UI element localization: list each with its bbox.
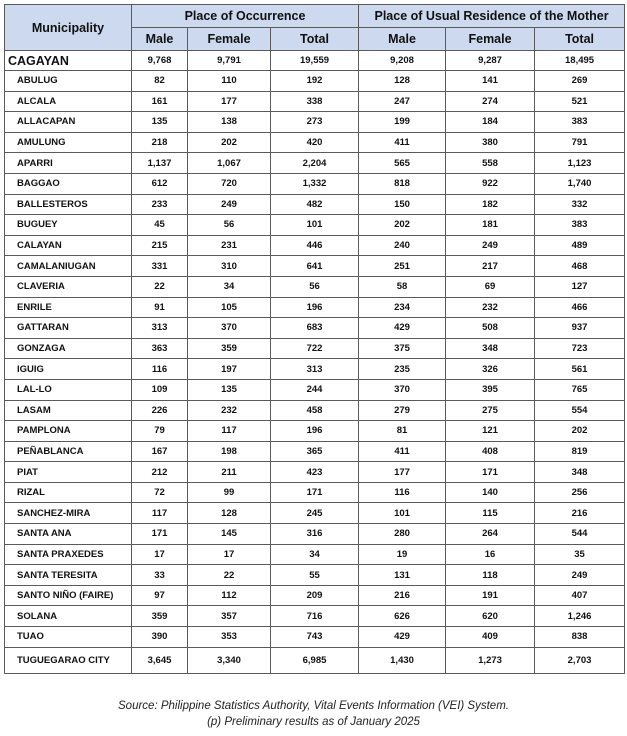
residence-total-cell: 1,740 bbox=[535, 173, 625, 194]
occurrence-total-cell: 743 bbox=[271, 627, 359, 648]
occurrence-male-cell: 612 bbox=[132, 173, 188, 194]
residence-female-cell: 408 bbox=[446, 441, 535, 462]
residence-total-cell: 383 bbox=[535, 215, 625, 236]
municipality-cell: SANCHEZ-MIRA bbox=[5, 503, 132, 524]
municipality-cell: ENRILE bbox=[5, 297, 132, 318]
occurrence-female-cell: 17 bbox=[188, 544, 271, 565]
occurrence-male-cell: 109 bbox=[132, 379, 188, 400]
residence-total-cell: 466 bbox=[535, 297, 625, 318]
residence-female-cell: 140 bbox=[446, 482, 535, 503]
municipality-cell: SANTA TERESITA bbox=[5, 565, 132, 586]
occurrence-male-cell: 97 bbox=[132, 585, 188, 606]
residence-total-cell: 2,703 bbox=[535, 647, 625, 673]
municipality-cell: SOLANA bbox=[5, 606, 132, 627]
municipality-cell: GATTARAN bbox=[5, 318, 132, 339]
occurrence-male-cell: 82 bbox=[132, 71, 188, 92]
table-row bbox=[5, 235, 625, 256]
births-table bbox=[4, 4, 625, 674]
residence-male-cell: 429 bbox=[359, 318, 446, 339]
occurrence-female-cell: 22 bbox=[188, 565, 271, 586]
occurrence-total-cell: 683 bbox=[271, 318, 359, 339]
occurrence-total-cell: 192 bbox=[271, 71, 359, 92]
occurrence-male-cell: 91 bbox=[132, 297, 188, 318]
table-row bbox=[5, 482, 625, 503]
table-row bbox=[5, 647, 625, 673]
residence-total-cell: 723 bbox=[535, 338, 625, 359]
occurrence-male-cell: 9,768 bbox=[132, 51, 188, 71]
residence-male-cell: 251 bbox=[359, 256, 446, 277]
occurrence-total-cell: 722 bbox=[271, 338, 359, 359]
municipality-cell: ABULUG bbox=[5, 71, 132, 92]
residence-male-cell: 411 bbox=[359, 441, 446, 462]
residence-female-cell: 348 bbox=[446, 338, 535, 359]
municipality-cell: CAMALANIUGAN bbox=[5, 256, 132, 277]
municipality-cell: SANTA PRAXEDES bbox=[5, 544, 132, 565]
table-row bbox=[5, 194, 625, 215]
municipality-cell: IGUIG bbox=[5, 359, 132, 380]
municipality-cell: CLAVERIA bbox=[5, 276, 132, 297]
occurrence-male-cell: 135 bbox=[132, 112, 188, 133]
residence-male-cell: 375 bbox=[359, 338, 446, 359]
residence-total-cell: 348 bbox=[535, 462, 625, 483]
occurrence-total-cell: 19,559 bbox=[271, 51, 359, 71]
occurrence-male-cell: 171 bbox=[132, 524, 188, 545]
occurrence-male-cell: 45 bbox=[132, 215, 188, 236]
occurrence-male-cell: 233 bbox=[132, 194, 188, 215]
residence-female-cell: 232 bbox=[446, 297, 535, 318]
occurrence-total-cell: 34 bbox=[271, 544, 359, 565]
residence-male-cell: 177 bbox=[359, 462, 446, 483]
residence-male-cell: 234 bbox=[359, 297, 446, 318]
occurrence-female-cell: 56 bbox=[188, 215, 271, 236]
occurrence-total-cell: 716 bbox=[271, 606, 359, 627]
occurrence-male-cell: 331 bbox=[132, 256, 188, 277]
occurrence-total-cell: 244 bbox=[271, 379, 359, 400]
occurrence-female-cell: 128 bbox=[188, 503, 271, 524]
source-line: Source: Philippine Statistics Authority, Vital Events Information (VEI) System. bbox=[118, 700, 509, 712]
residence-total-cell: 468 bbox=[535, 256, 625, 277]
residence-total-cell: 765 bbox=[535, 379, 625, 400]
residence-female-cell: 922 bbox=[446, 173, 535, 194]
occurrence-female-cell: 232 bbox=[188, 400, 271, 421]
occurrence-female-cell: 145 bbox=[188, 524, 271, 545]
residence-total-cell: 216 bbox=[535, 503, 625, 524]
residence-total-cell: 407 bbox=[535, 585, 625, 606]
occurrence-male-cell: 3,645 bbox=[132, 647, 188, 673]
residence-female-header: Female bbox=[446, 28, 535, 51]
occurrence-total-cell: 338 bbox=[271, 91, 359, 112]
residence-male-cell: 202 bbox=[359, 215, 446, 236]
occurrence-male-cell: 161 bbox=[132, 91, 188, 112]
residence-female-cell: 1,273 bbox=[446, 647, 535, 673]
residence-female-cell: 118 bbox=[446, 565, 535, 586]
occurrence-female-cell: 310 bbox=[188, 256, 271, 277]
table-row bbox=[5, 524, 625, 545]
occurrence-total-cell: 482 bbox=[271, 194, 359, 215]
province-total-row bbox=[5, 51, 625, 71]
municipality-header: Municipality bbox=[5, 5, 132, 51]
residence-total-header: Total bbox=[535, 28, 625, 51]
table-row bbox=[5, 462, 625, 483]
residence-female-cell: 115 bbox=[446, 503, 535, 524]
residence-total-cell: 256 bbox=[535, 482, 625, 503]
municipality-cell: TUAO bbox=[5, 627, 132, 648]
residence-female-cell: 620 bbox=[446, 606, 535, 627]
table-row bbox=[5, 359, 625, 380]
occurrence-total-cell: 273 bbox=[271, 112, 359, 133]
municipality-cell: GONZAGA bbox=[5, 338, 132, 359]
residence-male-cell: 247 bbox=[359, 91, 446, 112]
table-row bbox=[5, 565, 625, 586]
residence-female-cell: 184 bbox=[446, 112, 535, 133]
occurrence-total-cell: 101 bbox=[271, 215, 359, 236]
occurrence-total-cell: 196 bbox=[271, 421, 359, 442]
residence-female-cell: 217 bbox=[446, 256, 535, 277]
residence-total-cell: 937 bbox=[535, 318, 625, 339]
occurrence-female-header: Female bbox=[188, 28, 271, 51]
occurrence-male-cell: 390 bbox=[132, 627, 188, 648]
municipality-cell: LASAM bbox=[5, 400, 132, 421]
occurrence-total-cell: 245 bbox=[271, 503, 359, 524]
occurrence-female-cell: 9,791 bbox=[188, 51, 271, 71]
residence-total-cell: 791 bbox=[535, 132, 625, 153]
residence-female-cell: 274 bbox=[446, 91, 535, 112]
residence-male-cell: 216 bbox=[359, 585, 446, 606]
occurrence-female-cell: 112 bbox=[188, 585, 271, 606]
residence-male-cell: 411 bbox=[359, 132, 446, 153]
residence-female-cell: 409 bbox=[446, 627, 535, 648]
occurrence-total-cell: 423 bbox=[271, 462, 359, 483]
residence-male-cell: 150 bbox=[359, 194, 446, 215]
residence-female-cell: 264 bbox=[446, 524, 535, 545]
table-body bbox=[5, 51, 625, 674]
table-row bbox=[5, 400, 625, 421]
residence-female-cell: 141 bbox=[446, 71, 535, 92]
residence-male-cell: 81 bbox=[359, 421, 446, 442]
residence-total-cell: 269 bbox=[535, 71, 625, 92]
residence-male-cell: 818 bbox=[359, 173, 446, 194]
residence-female-cell: 69 bbox=[446, 276, 535, 297]
residence-total-cell: 18,495 bbox=[535, 51, 625, 71]
residence-male-cell: 19 bbox=[359, 544, 446, 565]
source-note bbox=[0, 698, 627, 730]
residence-male-cell: 240 bbox=[359, 235, 446, 256]
occurrence-female-cell: 198 bbox=[188, 441, 271, 462]
occurrence-female-cell: 1,067 bbox=[188, 153, 271, 174]
occurrence-total-cell: 209 bbox=[271, 585, 359, 606]
occurrence-female-cell: 177 bbox=[188, 91, 271, 112]
municipality-cell: AMULUNG bbox=[5, 132, 132, 153]
occurrence-male-cell: 1,137 bbox=[132, 153, 188, 174]
municipality-cell: SANTA ANA bbox=[5, 524, 132, 545]
residence-male-cell: 429 bbox=[359, 627, 446, 648]
municipality-cell: BUGUEY bbox=[5, 215, 132, 236]
residence-male-cell: 626 bbox=[359, 606, 446, 627]
occurrence-total-cell: 56 bbox=[271, 276, 359, 297]
municipality-cell: PEÑABLANCA bbox=[5, 441, 132, 462]
table-row bbox=[5, 112, 625, 133]
residence-total-cell: 127 bbox=[535, 276, 625, 297]
residence-total-cell: 838 bbox=[535, 627, 625, 648]
occurrence-male-cell: 215 bbox=[132, 235, 188, 256]
occurrence-female-cell: 3,340 bbox=[188, 647, 271, 673]
occurrence-female-cell: 370 bbox=[188, 318, 271, 339]
table-row bbox=[5, 544, 625, 565]
table-row bbox=[5, 276, 625, 297]
occurrence-female-cell: 99 bbox=[188, 482, 271, 503]
occurrence-female-cell: 197 bbox=[188, 359, 271, 380]
residence-total-cell: 819 bbox=[535, 441, 625, 462]
occurrence-female-cell: 34 bbox=[188, 276, 271, 297]
occurrence-male-cell: 116 bbox=[132, 359, 188, 380]
residence-total-cell: 35 bbox=[535, 544, 625, 565]
municipality-cell: APARRI bbox=[5, 153, 132, 174]
occurrence-male-cell: 72 bbox=[132, 482, 188, 503]
occurrence-female-cell: 211 bbox=[188, 462, 271, 483]
occurrence-female-cell: 135 bbox=[188, 379, 271, 400]
municipality-cell: CALAYAN bbox=[5, 235, 132, 256]
municipality-cell: PIAT bbox=[5, 462, 132, 483]
occurrence-male-cell: 359 bbox=[132, 606, 188, 627]
residence-total-cell: 521 bbox=[535, 91, 625, 112]
table-row bbox=[5, 338, 625, 359]
table-row bbox=[5, 585, 625, 606]
residence-male-cell: 1,430 bbox=[359, 647, 446, 673]
table-row bbox=[5, 318, 625, 339]
births-table-container bbox=[4, 4, 624, 674]
occurrence-female-cell: 105 bbox=[188, 297, 271, 318]
residence-male-cell: 199 bbox=[359, 112, 446, 133]
residence-female-cell: 171 bbox=[446, 462, 535, 483]
occurrence-male-cell: 313 bbox=[132, 318, 188, 339]
occurrence-total-cell: 6,985 bbox=[271, 647, 359, 673]
occurrence-total-cell: 458 bbox=[271, 400, 359, 421]
residence-header: Place of Usual Residence of the Mother bbox=[359, 5, 625, 28]
table-row bbox=[5, 215, 625, 236]
occurrence-female-cell: 202 bbox=[188, 132, 271, 153]
table-row bbox=[5, 503, 625, 524]
occurrence-male-cell: 22 bbox=[132, 276, 188, 297]
residence-total-cell: 544 bbox=[535, 524, 625, 545]
occurrence-female-cell: 353 bbox=[188, 627, 271, 648]
municipality-cell: BALLESTEROS bbox=[5, 194, 132, 215]
table-row bbox=[5, 421, 625, 442]
table-row bbox=[5, 256, 625, 277]
occurrence-male-cell: 226 bbox=[132, 400, 188, 421]
residence-female-cell: 16 bbox=[446, 544, 535, 565]
residence-male-cell: 280 bbox=[359, 524, 446, 545]
occurrence-female-cell: 357 bbox=[188, 606, 271, 627]
occurrence-female-cell: 249 bbox=[188, 194, 271, 215]
residence-male-cell: 58 bbox=[359, 276, 446, 297]
occurrence-total-cell: 171 bbox=[271, 482, 359, 503]
occurrence-female-cell: 110 bbox=[188, 71, 271, 92]
occurrence-female-cell: 359 bbox=[188, 338, 271, 359]
occurrence-female-cell: 231 bbox=[188, 235, 271, 256]
occurrence-female-cell: 720 bbox=[188, 173, 271, 194]
municipality-cell: RIZAL bbox=[5, 482, 132, 503]
residence-male-cell: 128 bbox=[359, 71, 446, 92]
residence-total-cell: 383 bbox=[535, 112, 625, 133]
table-row bbox=[5, 173, 625, 194]
occurrence-total-cell: 196 bbox=[271, 297, 359, 318]
occurrence-total-cell: 420 bbox=[271, 132, 359, 153]
occurrence-total-header: Total bbox=[271, 28, 359, 51]
municipality-cell: ALLACAPAN bbox=[5, 112, 132, 133]
municipality-cell: ALCALA bbox=[5, 91, 132, 112]
occurrence-header: Place of Occurrence bbox=[132, 5, 359, 28]
occurrence-male-cell: 167 bbox=[132, 441, 188, 462]
table-row bbox=[5, 132, 625, 153]
occurrence-male-cell: 218 bbox=[132, 132, 188, 153]
table-row bbox=[5, 627, 625, 648]
municipality-cell: TUGUEGARAO CITY bbox=[5, 647, 132, 673]
residence-total-cell: 1,123 bbox=[535, 153, 625, 174]
occurrence-total-cell: 55 bbox=[271, 565, 359, 586]
occurrence-male-cell: 17 bbox=[132, 544, 188, 565]
residence-male-cell: 279 bbox=[359, 400, 446, 421]
occurrence-male-cell: 363 bbox=[132, 338, 188, 359]
table-row bbox=[5, 297, 625, 318]
residence-female-cell: 558 bbox=[446, 153, 535, 174]
residence-female-cell: 191 bbox=[446, 585, 535, 606]
residence-male-cell: 235 bbox=[359, 359, 446, 380]
occurrence-male-cell: 212 bbox=[132, 462, 188, 483]
residence-female-cell: 9,287 bbox=[446, 51, 535, 71]
residence-female-cell: 380 bbox=[446, 132, 535, 153]
residence-total-cell: 561 bbox=[535, 359, 625, 380]
table-row bbox=[5, 379, 625, 400]
occurrence-total-cell: 316 bbox=[271, 524, 359, 545]
residence-total-cell: 332 bbox=[535, 194, 625, 215]
municipality-cell: LAL-LO bbox=[5, 379, 132, 400]
residence-female-cell: 121 bbox=[446, 421, 535, 442]
table-row bbox=[5, 441, 625, 462]
residence-female-cell: 326 bbox=[446, 359, 535, 380]
occurrence-total-cell: 313 bbox=[271, 359, 359, 380]
residence-female-cell: 508 bbox=[446, 318, 535, 339]
table-row bbox=[5, 91, 625, 112]
occurrence-total-cell: 1,332 bbox=[271, 173, 359, 194]
table-row bbox=[5, 153, 625, 174]
municipality-cell: BAGGAO bbox=[5, 173, 132, 194]
occurrence-total-cell: 2,204 bbox=[271, 153, 359, 174]
municipality-cell: PAMPLONA bbox=[5, 421, 132, 442]
preliminary-note: (p) Preliminary results as of January 2025 bbox=[207, 716, 420, 728]
residence-total-cell: 489 bbox=[535, 235, 625, 256]
residence-male-cell: 131 bbox=[359, 565, 446, 586]
residence-female-cell: 275 bbox=[446, 400, 535, 421]
occurrence-male-cell: 117 bbox=[132, 503, 188, 524]
residence-male-cell: 565 bbox=[359, 153, 446, 174]
residence-male-cell: 116 bbox=[359, 482, 446, 503]
residence-female-cell: 249 bbox=[446, 235, 535, 256]
municipality-cell: CAGAYAN bbox=[5, 51, 132, 71]
residence-male-cell: 370 bbox=[359, 379, 446, 400]
residence-total-cell: 554 bbox=[535, 400, 625, 421]
occurrence-total-cell: 365 bbox=[271, 441, 359, 462]
occurrence-total-cell: 446 bbox=[271, 235, 359, 256]
table-row bbox=[5, 71, 625, 92]
residence-female-cell: 182 bbox=[446, 194, 535, 215]
residence-female-cell: 395 bbox=[446, 379, 535, 400]
occurrence-male-header: Male bbox=[132, 28, 188, 51]
residence-total-cell: 202 bbox=[535, 421, 625, 442]
table-header bbox=[5, 5, 625, 51]
occurrence-male-cell: 33 bbox=[132, 565, 188, 586]
table-row bbox=[5, 606, 625, 627]
occurrence-female-cell: 138 bbox=[188, 112, 271, 133]
residence-total-cell: 249 bbox=[535, 565, 625, 586]
occurrence-female-cell: 117 bbox=[188, 421, 271, 442]
occurrence-total-cell: 641 bbox=[271, 256, 359, 277]
residence-female-cell: 181 bbox=[446, 215, 535, 236]
residence-total-cell: 1,246 bbox=[535, 606, 625, 627]
occurrence-male-cell: 79 bbox=[132, 421, 188, 442]
residence-male-header: Male bbox=[359, 28, 446, 51]
residence-male-cell: 9,208 bbox=[359, 51, 446, 71]
residence-male-cell: 101 bbox=[359, 503, 446, 524]
municipality-cell: SANTO NIÑO (FAIRE) bbox=[5, 585, 132, 606]
